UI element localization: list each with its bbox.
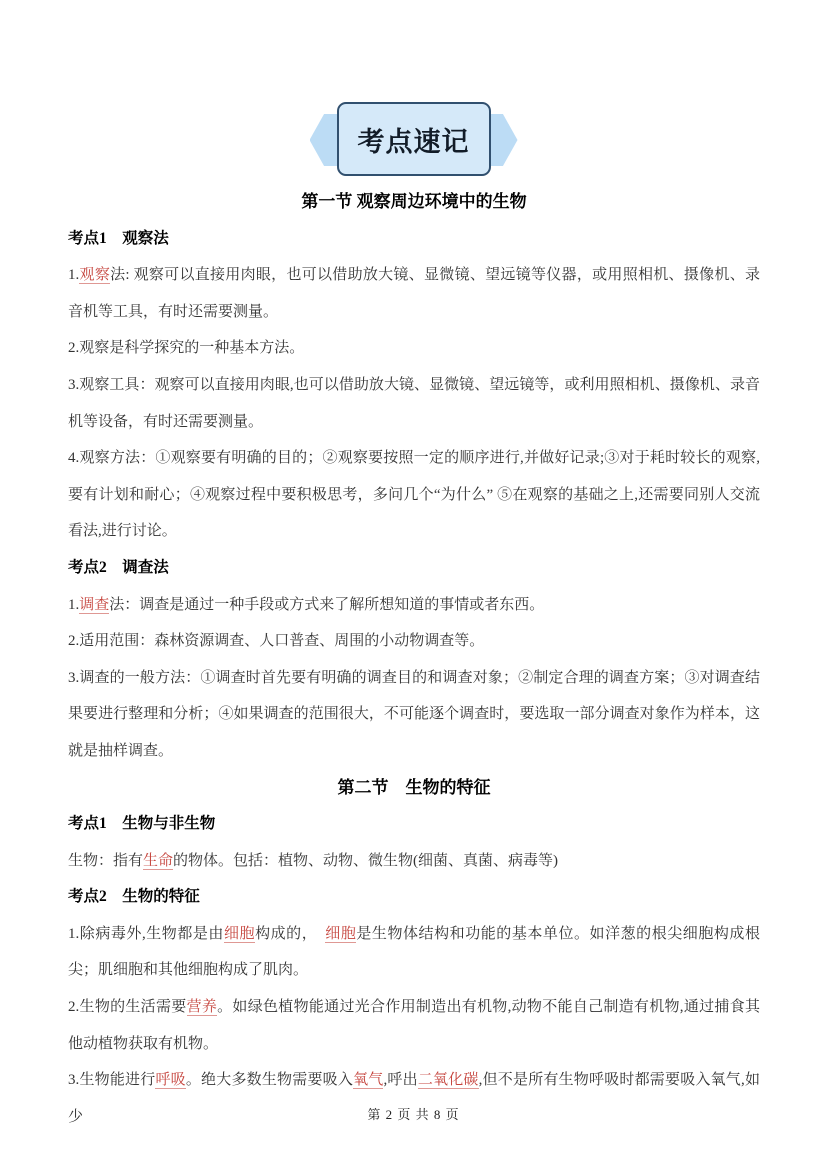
body-paragraph bbox=[68, 257, 760, 330]
keypoint-heading bbox=[68, 879, 760, 916]
keypoint-heading bbox=[68, 221, 760, 258]
banner-label: 考点速记 bbox=[357, 126, 470, 157]
body-paragraph bbox=[68, 916, 760, 989]
text-run: 1. bbox=[68, 267, 80, 284]
text-run: 。绝大多数生物需要吸入 bbox=[185, 1072, 354, 1089]
highlighted-term: 呼吸 bbox=[155, 1072, 186, 1089]
text-run: 1.除病毒外,生物都是由 bbox=[68, 925, 224, 942]
keypoint-heading bbox=[68, 550, 760, 587]
document-body bbox=[68, 184, 760, 1135]
text-run: 考点2 生物的特征 bbox=[68, 888, 200, 906]
text-run: 2.生物的生活需要 bbox=[68, 999, 187, 1016]
highlighted-term: 二氧化碳 bbox=[417, 1072, 479, 1089]
body-paragraph bbox=[68, 440, 760, 550]
banner-ribbon bbox=[310, 101, 518, 179]
text-run: 构成的， bbox=[255, 925, 326, 942]
text-run: 2.观察是科学探究的一种基本方法。 bbox=[68, 340, 305, 357]
body-paragraph bbox=[68, 660, 760, 770]
highlighted-term: 调查 bbox=[79, 596, 110, 613]
highlighted-term: 营养 bbox=[186, 999, 218, 1016]
highlighted-term: 细胞 bbox=[325, 925, 357, 942]
ribbon-plate bbox=[337, 102, 491, 176]
body-paragraph bbox=[68, 587, 760, 624]
section-title-1: 第一节 观察周边环境中的生物 bbox=[301, 192, 527, 211]
text-run: 4.观察方法：①观察要有明确的目的；②观察要按照一定的顺序进行,并做好记录;③对于耗时较长的观察,要有计划和耐心；④观察过程中要积极思考，多问几个“为什么” ⑤在观察的基础之上,还需要同别人交流看法,进行讨论。 bbox=[68, 450, 760, 540]
text-run: 生物：指有 bbox=[68, 852, 144, 869]
body-paragraph bbox=[68, 367, 760, 440]
highlighted-term: 生命 bbox=[143, 852, 174, 869]
body-paragraph bbox=[68, 1062, 760, 1135]
section-1-blocks bbox=[68, 221, 760, 770]
body-paragraph bbox=[68, 843, 760, 880]
highlighted-term: 细胞 bbox=[223, 925, 256, 942]
text-run: ,但不是所有生物呼吸时都需要吸入氧气,如少 bbox=[68, 1072, 760, 1125]
highlighted-term: 氧气 bbox=[353, 1072, 384, 1089]
text-run: 2.适用范围：森林资源调查、人口普查、周围的小动物调查等。 bbox=[68, 633, 485, 650]
body-paragraph bbox=[68, 989, 760, 1062]
highlighted-term: 观察 bbox=[79, 267, 111, 284]
keypoint-heading bbox=[68, 806, 760, 843]
text-run: 是生物体结构和功能的基本单位。如洋葱的根尖细胞构成根尖；肌细胞和其他细胞构成了肌肉。 bbox=[68, 925, 760, 979]
section-title-2: 第二节 生物的特征 bbox=[337, 777, 491, 797]
text-run: 的物体。包括：植物、动物、微生物(细菌、真菌、病毒等) bbox=[173, 852, 559, 869]
section-2-blocks bbox=[68, 806, 760, 1135]
body-paragraph bbox=[68, 623, 760, 660]
text-run: 考点1 观察法 bbox=[68, 229, 169, 247]
text-run: 法：调查是通过一种手段或方式来了解所想知道的事情或者东西。 bbox=[109, 596, 545, 613]
text-run: 1. bbox=[68, 596, 80, 613]
text-run: ,呼出 bbox=[383, 1072, 418, 1089]
text-run: 考点2 调查法 bbox=[68, 558, 169, 576]
text-run: 3.生物能进行 bbox=[68, 1072, 156, 1089]
text-run: 3.观察工具：观察可以直接用肉眼,也可以借助放大镜、显微镜、望远镜等，或利用照相机、摄像机、录音机等设备，有时还需要测量。 bbox=[68, 376, 760, 430]
text-run: 法: 观察可以直接用肉眼，也可以借助放大镜、显微镜、望远镜等仪器，或用照相机、摄像机、录音机等工具，有时还需要测量。 bbox=[68, 267, 760, 320]
text-run: 。如绿色植物能通过光合作用制造出有机物,动物不能自己制造有机物,通过捕食其他动植物获取有机物。 bbox=[68, 999, 760, 1052]
text-run: 考点1 生物与非生物 bbox=[68, 815, 216, 833]
text-run: 3.调查的一般方法：①调查时首先要有明确的调查目的和调查对象；②制定合理的调查方案；③对调查结果要进行整理和分析；④如果调查的范围很大，不可能逐个调查时，要选取一部分调查对象作为样本，这就是抽样调查。 bbox=[68, 669, 760, 759]
body-paragraph bbox=[68, 330, 760, 367]
page-number: 第 2 页 共 8 页 bbox=[367, 1107, 460, 1122]
